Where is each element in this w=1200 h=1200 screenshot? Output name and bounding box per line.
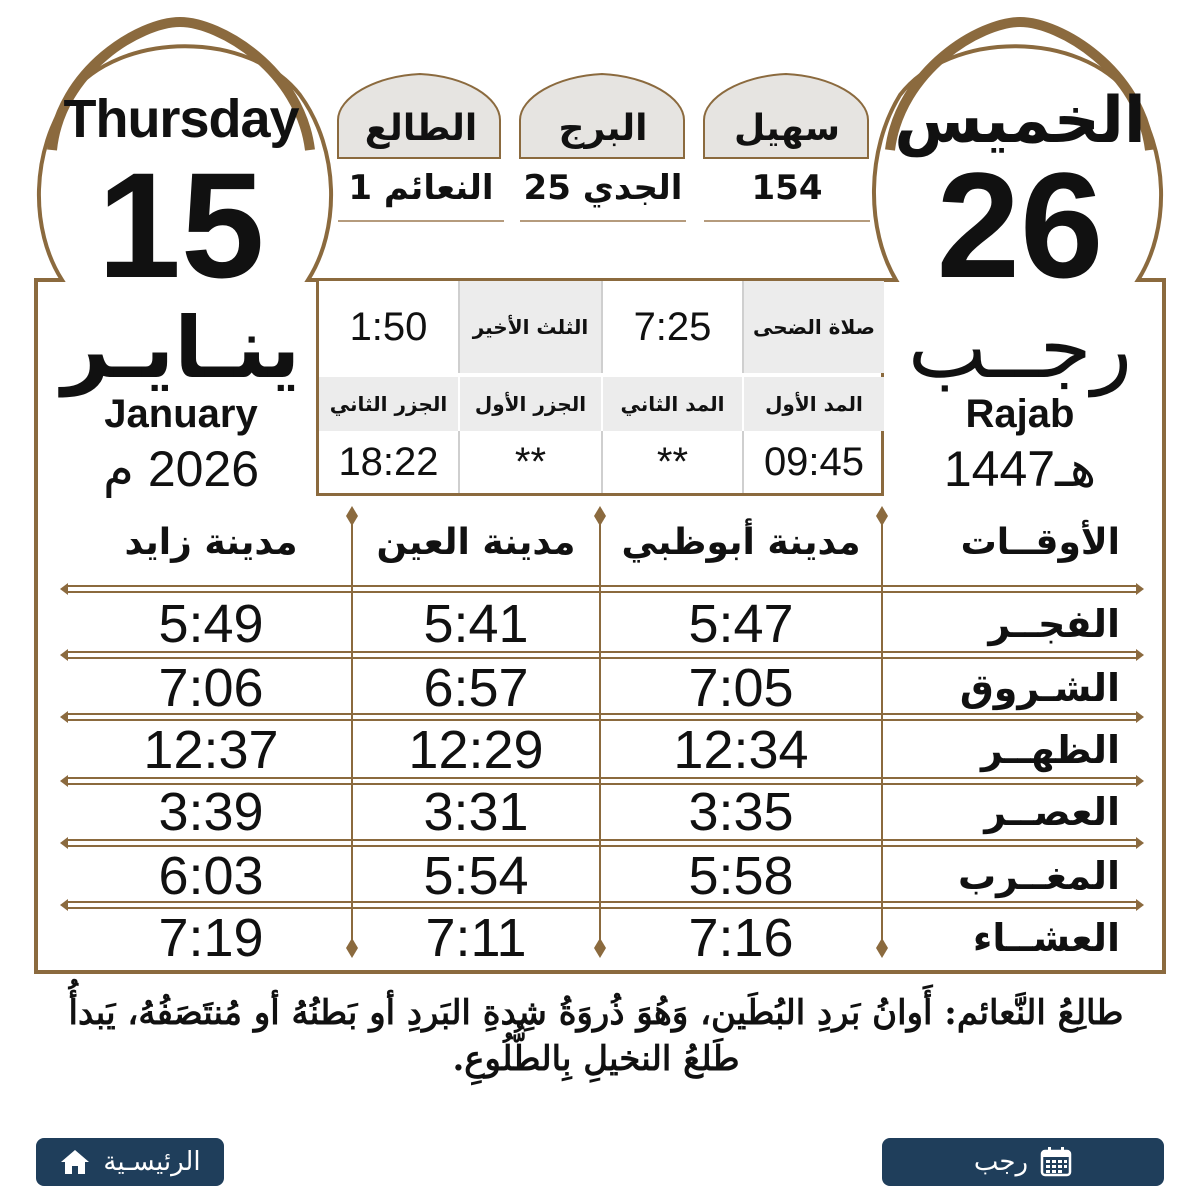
prayer-time: 7:11 bbox=[425, 908, 527, 968]
prayer-time: 5:41 bbox=[423, 594, 529, 654]
ascendant-note: طالِعُ النَّعائم: أَوانُ بَردِ البُطَين، وَهُوَ ذُروَةُ شِدةِ البَردِ أو بَطنُهُ أو مُنتَصَفُهُ، يَبدأُ طَلعُ النخيلِ بِالطُّلُوعِ. bbox=[68, 993, 1124, 1079]
month-button[interactable] bbox=[882, 1138, 1164, 1186]
gregorian-year: 2026 م bbox=[102, 441, 260, 497]
gregorian-weekday: Thursday bbox=[63, 89, 299, 149]
low-tide-1-label: الجزر الأول bbox=[458, 377, 601, 431]
city-header-zayed: مدينة زايد bbox=[124, 522, 298, 563]
month-button-label: رجب bbox=[973, 1147, 1029, 1177]
prayer-time: 6:57 bbox=[423, 658, 529, 718]
prayer-name: الشـروق bbox=[959, 666, 1120, 710]
hijri-day-number: 26 bbox=[936, 141, 1104, 309]
prayer-name: المغــرب bbox=[957, 854, 1120, 898]
low-tide-1-value: ** bbox=[458, 431, 601, 493]
card-title: سهيل bbox=[734, 108, 840, 149]
hijri-month-arabic: رجــب bbox=[907, 299, 1133, 397]
home-icon bbox=[59, 1148, 91, 1176]
home-button[interactable] bbox=[36, 1138, 224, 1186]
prayer-name: العصــر bbox=[984, 790, 1120, 834]
card-title: البرج bbox=[558, 108, 648, 149]
gregorian-month-english: January bbox=[104, 392, 258, 436]
home-button-label: الرئيسـية bbox=[103, 1147, 201, 1177]
city-header-abudhabi: مدينة أبوظبي bbox=[621, 522, 861, 563]
prayer-name: الظهــر bbox=[980, 728, 1120, 772]
prayer-time: 3:35 bbox=[688, 782, 794, 842]
prayer-time: 7:06 bbox=[158, 658, 264, 718]
hijri-year: 1447هـ bbox=[943, 441, 1097, 497]
card-value: 154 bbox=[751, 168, 823, 208]
prayer-time: 7:19 bbox=[158, 908, 264, 968]
calendar-icon bbox=[1040, 1147, 1072, 1177]
hijri-month-english: Rajab bbox=[965, 392, 1075, 436]
times-column-header: الأوقــات bbox=[960, 522, 1120, 563]
prayer-time: 3:39 bbox=[158, 782, 264, 842]
last-third-value: 1:50 bbox=[349, 304, 428, 349]
high-tide-2-label: المد الثاني bbox=[601, 377, 742, 431]
prayer-name: العشــاء bbox=[972, 916, 1120, 960]
high-tide-2-value: ** bbox=[601, 431, 742, 493]
card-value: النعائم 1 bbox=[348, 168, 494, 208]
hijri-weekday: الخميس bbox=[894, 84, 1146, 158]
divider bbox=[704, 220, 870, 222]
prayer-time: 5:49 bbox=[158, 594, 264, 654]
card-title: الطالع bbox=[364, 108, 478, 149]
prayer-time: 12:37 bbox=[143, 720, 279, 780]
duha-value: 7:25 bbox=[601, 281, 742, 373]
high-tide-1-label: المد الأول bbox=[742, 377, 884, 431]
duha-label: صلاة الضحى bbox=[742, 281, 884, 373]
card-suhail bbox=[704, 70, 870, 230]
prayer-time: 12:29 bbox=[408, 720, 544, 780]
tide-info-grid bbox=[316, 278, 884, 496]
card-ascendant bbox=[338, 70, 504, 230]
high-tide-1-value: 09:45 bbox=[742, 431, 884, 493]
prayer-time: 7:05 bbox=[688, 658, 794, 718]
card-zodiac bbox=[520, 70, 686, 230]
prayer-name: الفجــر bbox=[988, 602, 1120, 646]
card-value: الجدي 25 bbox=[523, 168, 683, 208]
last-third-label: الثلث الأخير bbox=[458, 281, 601, 373]
low-tide-2-label: الجزر الثاني bbox=[319, 377, 458, 431]
prayer-time: 5:47 bbox=[688, 594, 794, 654]
prayer-time: 12:34 bbox=[673, 720, 809, 780]
gregorian-day-number: 15 bbox=[97, 141, 265, 309]
prayer-time: 3:31 bbox=[423, 782, 529, 842]
city-header-alain: مدينة العين bbox=[376, 522, 576, 563]
divider bbox=[520, 220, 686, 222]
gregorian-month-arabic: ينـايـر bbox=[61, 299, 301, 397]
prayer-time: 6:03 bbox=[158, 846, 264, 906]
low-tide-2-value: 18:22 bbox=[338, 439, 439, 484]
divider bbox=[338, 220, 504, 222]
prayer-time: 5:54 bbox=[423, 846, 529, 906]
prayer-time: 7:16 bbox=[688, 908, 794, 968]
prayer-time: 5:58 bbox=[688, 846, 794, 906]
